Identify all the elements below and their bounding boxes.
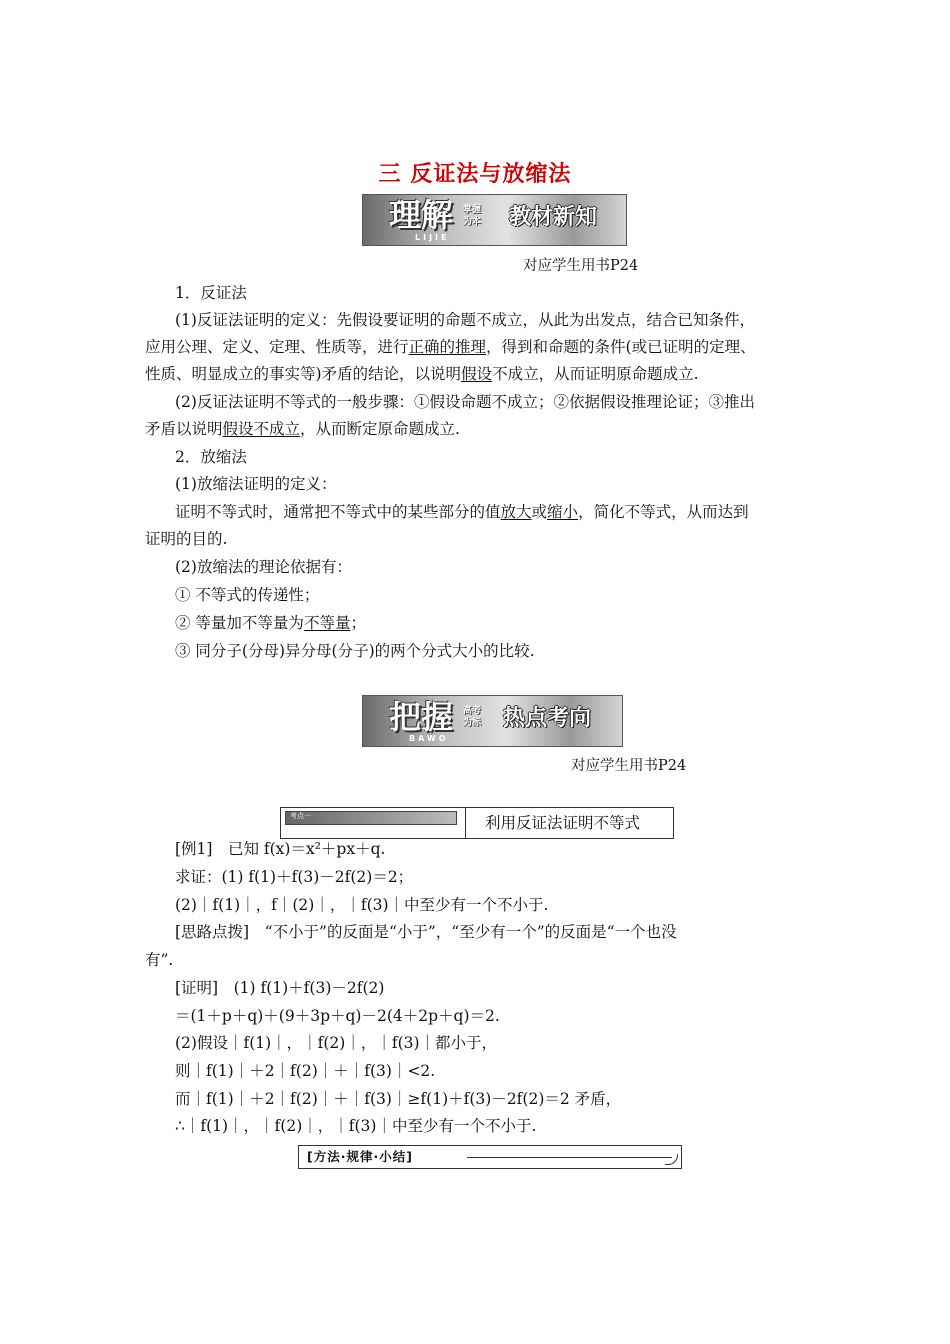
- banner-bawo-pinyin: BAWO: [409, 734, 449, 743]
- topic-divider: [465, 808, 466, 838]
- section1-def-line2: [145, 337, 756, 357]
- underlined-answer: 正确的推理: [408, 338, 487, 356]
- section1-steps-line1: (2)反证法证明不等式的一般步骤：①假设命题不成立；②依据假设推理论证；③推出: [175, 393, 755, 411]
- underlined-answer: 不等量: [303, 614, 351, 632]
- example-line-9: 则｜f(1)｜＋2｜f(2)｜＋｜f(3)｜<2.: [175, 1062, 436, 1080]
- text: ，从而断定原命题成立.: [300, 420, 460, 438]
- banner-bawo-mid-bottom: 为标: [463, 718, 482, 728]
- method-summary-label: [方法·规律·小结]: [307, 1149, 413, 1164]
- text: 性质、明显成立的事实等)矛盾的结论，以说明: [145, 365, 462, 383]
- example-line-6: [证明] (1) f(1)＋f(3)－2f(2): [175, 979, 385, 997]
- method-summary-bar: [298, 1145, 682, 1169]
- text: 或: [531, 503, 548, 521]
- topic-tag-text: 考点一: [290, 812, 311, 820]
- topic-box: [280, 807, 674, 839]
- banner-lijie-big: 理解: [389, 196, 454, 234]
- text: 矛盾以说明: [145, 420, 223, 438]
- section1-steps-line2: [145, 419, 460, 439]
- section2-heading: 2．放缩法: [175, 448, 247, 466]
- section2-basis-3: ③ 同分子(分母)异分母(分子)的两个分式大小的比较.: [175, 642, 535, 660]
- banner-bawo-big: 把握: [389, 698, 454, 736]
- underlined-answer: 缩小: [547, 503, 579, 521]
- section2-def-line1: [175, 502, 749, 522]
- page-title: 三 反证法与放缩法: [378, 162, 572, 187]
- section2-basis-1: ① 不等式的传递性；: [175, 586, 320, 604]
- banner-lijie-mid-bottom: 为本: [463, 217, 482, 227]
- text: ② 等量加不等量为: [175, 614, 304, 632]
- banner-lijie-mid-top: 掌握: [463, 205, 482, 215]
- banner-bawo-mid-top: 高考: [463, 706, 482, 716]
- underlined-answer: 假设不成立: [222, 420, 301, 438]
- section2-def-line2: 证明的目的.: [145, 530, 228, 548]
- example-line-1: [例1] 已知 f(x)＝x²＋px＋q.: [175, 840, 386, 858]
- section1-def-line1: (1)反证法证明的定义：先假设要证明的命题不成立，从此为出发点，结合已知条件，: [175, 311, 755, 329]
- topic-tag: [285, 811, 457, 825]
- text: 应用公理、定义、定理、性质等，进行: [145, 338, 409, 356]
- text: 不成立，从而证明原命题成立.: [492, 365, 699, 383]
- section2-def-title: (1)放缩法证明的定义：: [175, 475, 337, 493]
- banner-bawo-sub: 热点考向: [503, 706, 592, 731]
- example-line-5: 有”.: [145, 951, 174, 969]
- example-line-8: (2)假设｜f(1)｜，｜f(2)｜，｜f(3)｜都小于，: [175, 1034, 498, 1052]
- section2-basis-2: [175, 613, 366, 633]
- example-line-7: ＝(1＋p＋q)＋(9＋3p＋q)－2(4＋2p＋q)＝2.: [175, 1007, 500, 1025]
- text: ，得到和命题的条件(或已证明的定理、: [486, 338, 756, 356]
- reference-page-2: 对应学生用书P24: [571, 758, 687, 774]
- section1-heading: 1．反证法: [175, 284, 247, 302]
- underlined-answer: 放大: [500, 503, 532, 521]
- underlined-answer: 假设: [461, 365, 493, 383]
- text: ；: [350, 614, 366, 632]
- text: ，简化不等式，从而达到: [578, 503, 749, 521]
- banner-lijie-sub: 教材新知: [509, 205, 598, 230]
- reference-page-1: 对应学生用书P24: [523, 258, 639, 274]
- text: 证明不等式时，通常把不等式中的某些部分的值: [175, 503, 501, 521]
- section2-basis-title: (2)放缩法的理论依据有：: [175, 558, 352, 576]
- example-line-11: ∴｜f(1)｜，｜f(2)｜，｜f(3)｜中至少有一个不小于.: [175, 1117, 537, 1135]
- section1-def-line3: [145, 364, 699, 384]
- method-summary-rule: [467, 1157, 672, 1158]
- method-summary-curl: [665, 1154, 678, 1165]
- example-line-3: (2)｜f(1)｜，f｜(2)｜，｜f(3)｜中至少有一个不小于.: [175, 896, 549, 914]
- example-line-10: 而｜f(1)｜＋2｜f(2)｜＋｜f(3)｜≥f(1)＋f(3)－2f(2)＝2 矛盾，: [175, 1090, 622, 1108]
- example-line-4: [思路点拨] “不小于”的反面是“小于”，“至少有一个”的反面是“一个也没: [175, 923, 677, 941]
- banner-bawo: [362, 695, 623, 747]
- banner-lijie: [362, 194, 627, 246]
- example-line-2: 求证：(1) f(1)＋f(3)－2f(2)＝2；: [175, 868, 414, 886]
- topic-label: 利用反证法证明不等式: [485, 814, 641, 832]
- banner-lijie-pinyin: LIJIE: [415, 233, 450, 242]
